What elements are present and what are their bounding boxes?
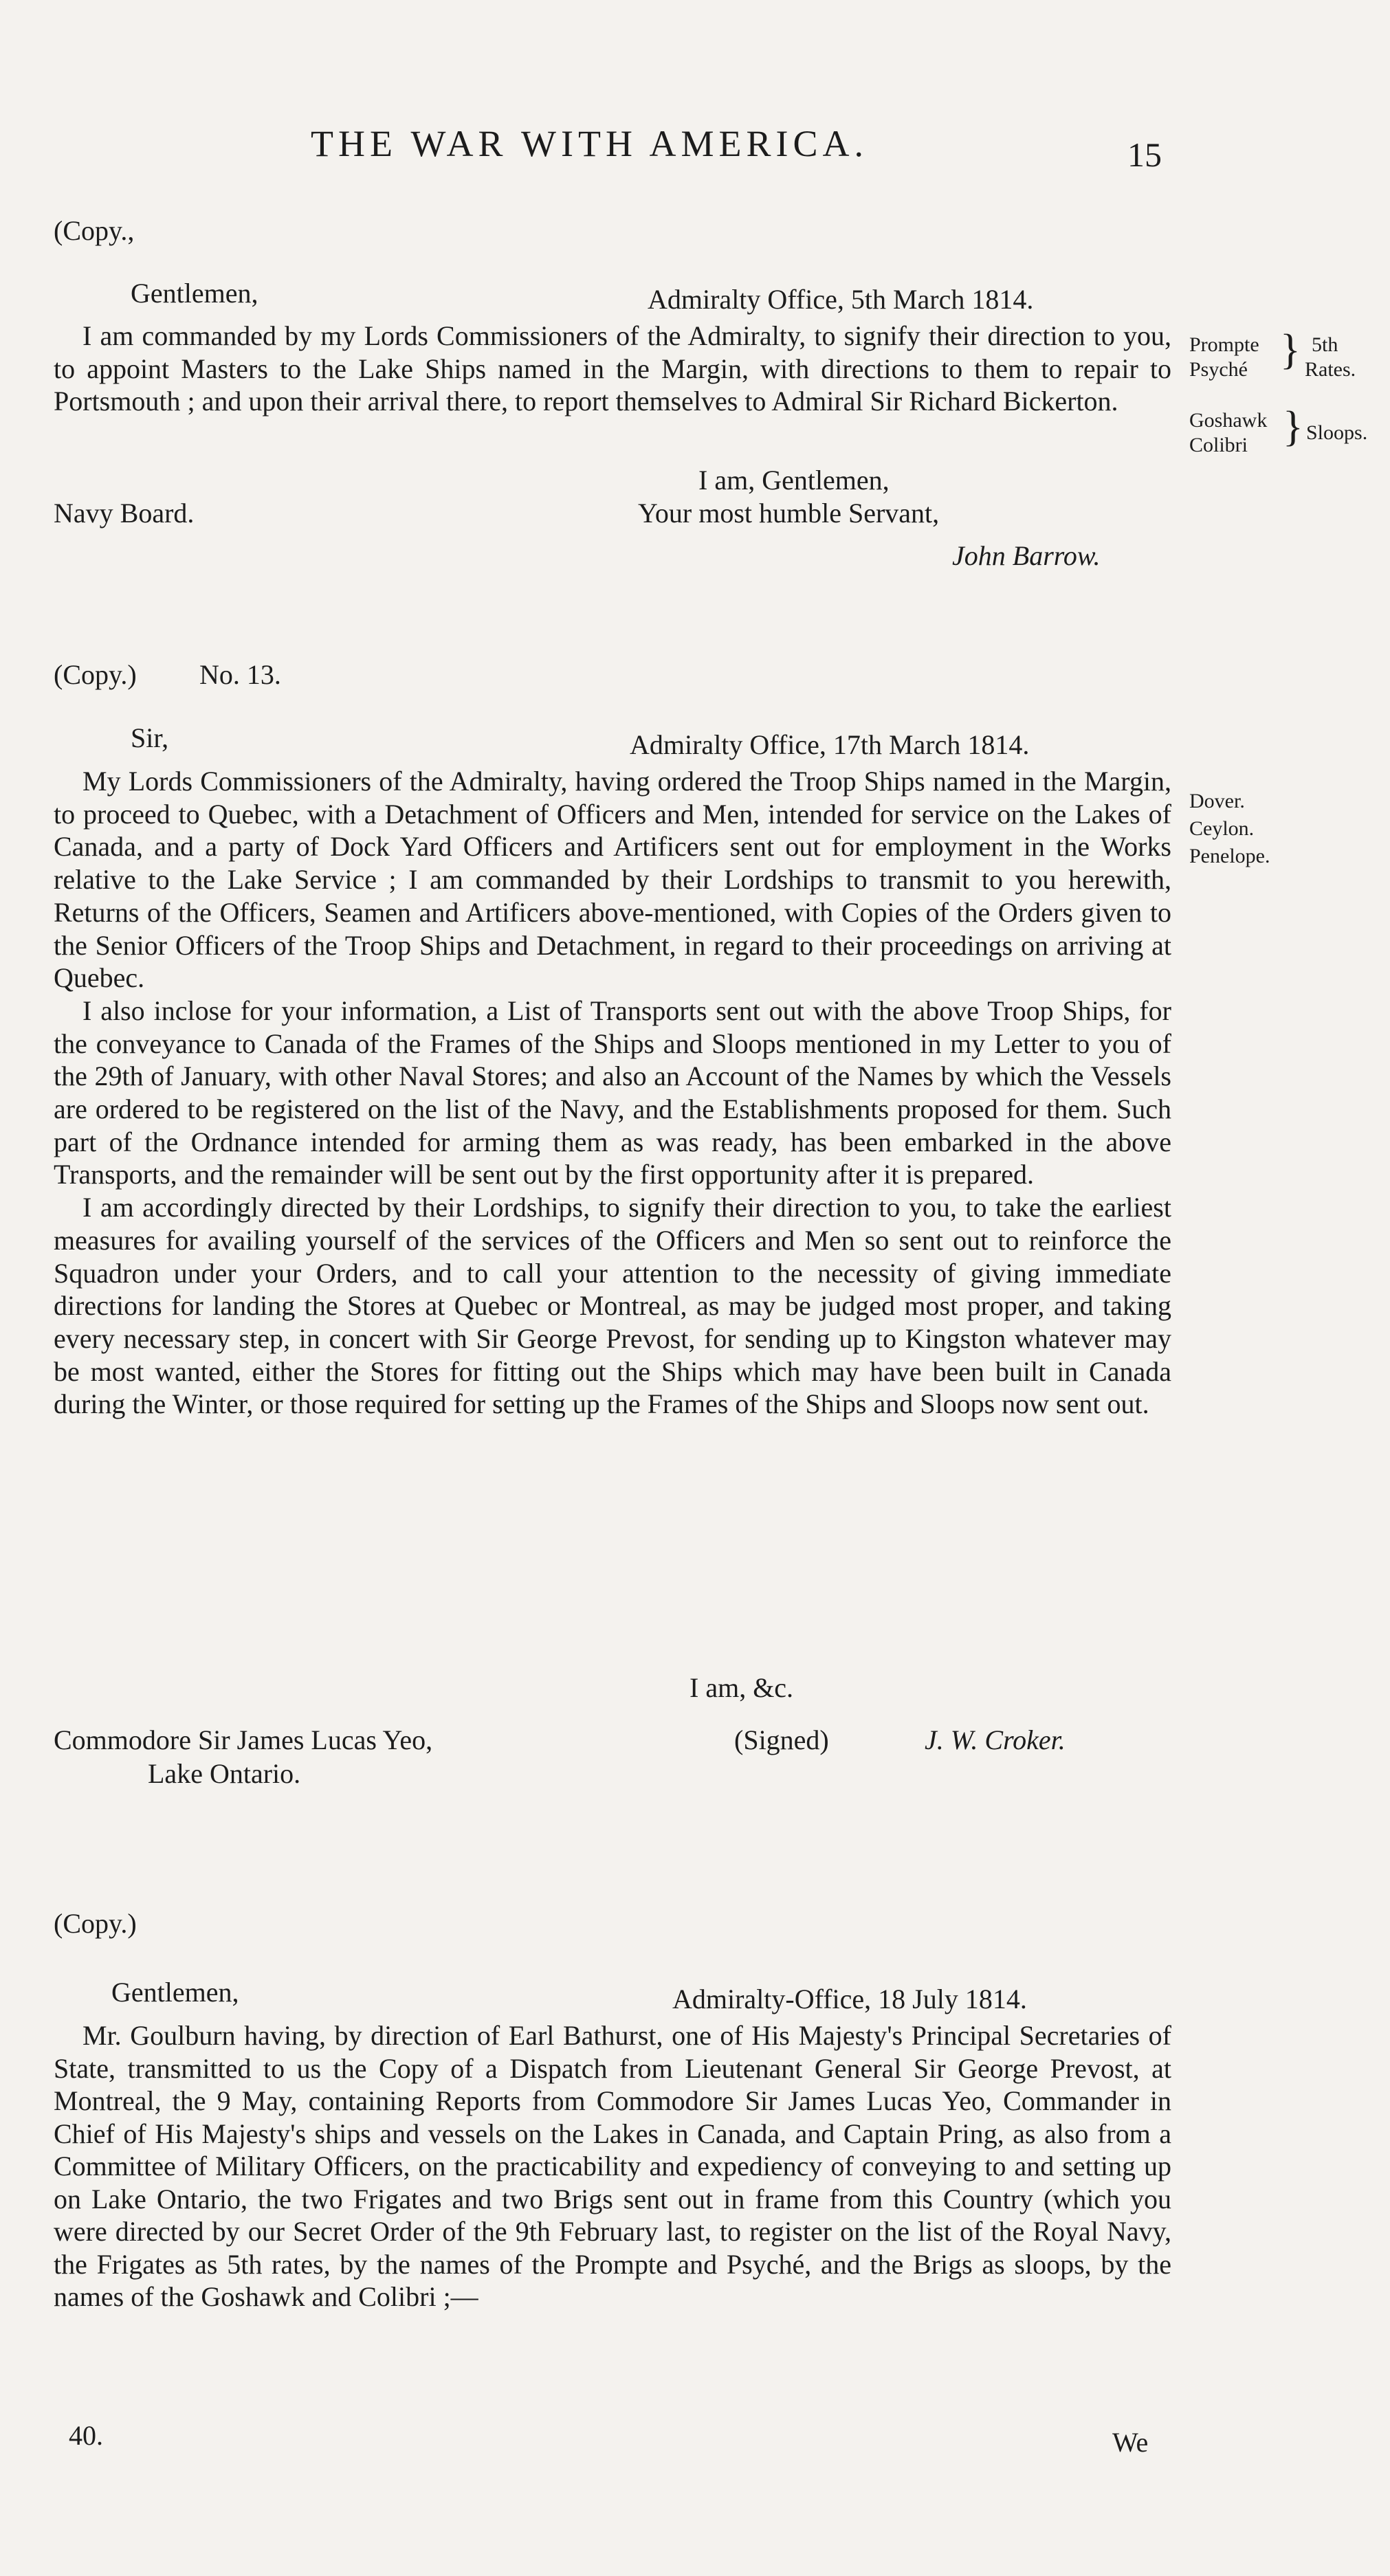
signed-label: (Signed) [734, 1724, 829, 1755]
page-number: 15 [1127, 135, 1162, 174]
margin-sloops: Sloops. [1306, 421, 1368, 444]
margin-ship: Penelope. [1189, 845, 1270, 867]
closing: I am, Gentlemen, [698, 465, 890, 496]
copy-label: (Copy.) [54, 1908, 137, 1939]
margin-ship: Ceylon. [1189, 817, 1255, 840]
signature: John Barrow. [952, 540, 1101, 571]
letter-body [54, 765, 1171, 1421]
margin-rate: Rates. [1305, 358, 1356, 381]
running-title: THE WAR WITH AMERICA. [311, 123, 868, 164]
letter-body [54, 320, 1171, 418]
paragraph: My Lords Commissioners of the Admiralty, having ordered the Troop Ships named in the Margin, to proceed to Quebec, with a Detachment of Officers and Men, intended for service on the Lakes of Canada, and a party of Dock Yard Officers and Artificers sent out for employment in the Works relative to the Lake Service ; I am commanded by their Lordships to transmit to you herewith, Returns of the Officers, Seamen and Artificers above-mentioned, with Copies of the Orders given to the Senior Officers of the Troop Ships and Detachment, in regard to their proceedings on arriving at Quebec. [54, 766, 1171, 994]
dateline: Admiralty Office, 17th March 1814. [630, 729, 1030, 760]
salutation: Sir, [131, 722, 169, 753]
margin-ship: Colibri [1189, 434, 1248, 456]
paragraph: Mr. Goulburn having, by direction of Earl Bathurst, one of His Majesty's Principal Secretaries of State, transmitted to us the Copy of a Dispatch from Lieutenant General Sir George Prevost, at Montreal, the 9 May, containing Reports from Commodore Sir James Lucas Yeo, Commander in Chief of His Majesty's ships and vessels on the Lakes in Canada, and Captain Pring, as also from a Committee of Military Officers, on the practicability and expediency of conveying to and setting up on Lake Ontario, the two Frigates and two Brigs sent out in frame from this Country (which you were directed by our Secret Order of the 9th February last, to register on the list of the Royal Navy, the Frigates as 5th rates, by the names of the Prompte and Psyché, and the Brigs as sloops, by the names of the Goshawk and Colibri ;— [54, 2020, 1171, 2312]
margin-ship: Dover. [1189, 790, 1245, 812]
closing-line: Your most humble Servant, [638, 498, 940, 529]
brace-icon: } [1283, 403, 1303, 450]
copy-label: (Copy., [54, 215, 135, 246]
margin-ship: Goshawk [1189, 409, 1268, 432]
letter-number: No. 13. [199, 659, 281, 690]
dateline: Admiralty Office, 5th March 1814. [648, 284, 1034, 315]
addressee-location: Lake Ontario. [148, 1758, 301, 1789]
salutation: Gentlemen, [131, 278, 258, 309]
addressee: Navy Board. [54, 498, 195, 529]
copy-label: (Copy.) [54, 659, 137, 690]
paragraph: I am accordingly directed by their Lordships, to signify their direction to you, to take the earliest measures for availing yourself of the services of the Officers and Men so sent out to reinforce the Squadron under your Orders, and to call your attention to the necessity of giving immediate directions for landing the Stores at Quebec or Montreal, as may be judged most proper, and taking every necessary step, in concert with Sir George Prevost, for sending up to Kingston whatever may be most wanted, either the Stores for fitting out the Ships which may have been built in Canada during the Winter, or those required for setting up the Frames of the Ships and Sloops now sent out. [54, 1192, 1171, 1420]
addressee: Commodore Sir James Lucas Yeo, [54, 1724, 433, 1755]
catchword: We [1112, 2427, 1149, 2458]
paragraph: I am commanded by my Lords Commissioners of the Admiralty, to signify their direction to you, to appoint Masters to the Lake Ships named in the Margin, with directions to them to repair to Portsmouth ; and upon their arrival there, to report themselves to Admiral Sir Richard Bickerton. [54, 320, 1171, 417]
salutation: Gentlemen, [111, 1977, 239, 2008]
letter-body [54, 2019, 1171, 2313]
paragraph: I also inclose for your information, a List of Transports sent out with the above Troop Ships, for the conveyance to Canada of the Frames of the Ships and Sloops mentioned in my Letter to you of the 29th of January, with other Naval Stores; and also an Account of the Names by which the Vessels are ordered to be registered on the list of the Navy, and the Establishments proposed for them. Such part of the Ordnance intended for arming them as was ready, has been embarked in the above Transports, and the remainder will be sent out by the first opportunity after it is prepared. [54, 995, 1171, 1190]
signature: J. W. Croker. [925, 1724, 1066, 1755]
signature-mark: 40. [69, 2420, 103, 2451]
margin-ship: Prompte [1189, 333, 1259, 356]
margin-ship: Psyché [1189, 358, 1248, 381]
dateline: Admiralty-Office, 18 July 1814. [672, 1984, 1027, 2014]
closing: I am, &c. [690, 1672, 794, 1703]
brace-icon: } [1280, 326, 1301, 373]
margin-rate: 5th [1312, 333, 1338, 356]
